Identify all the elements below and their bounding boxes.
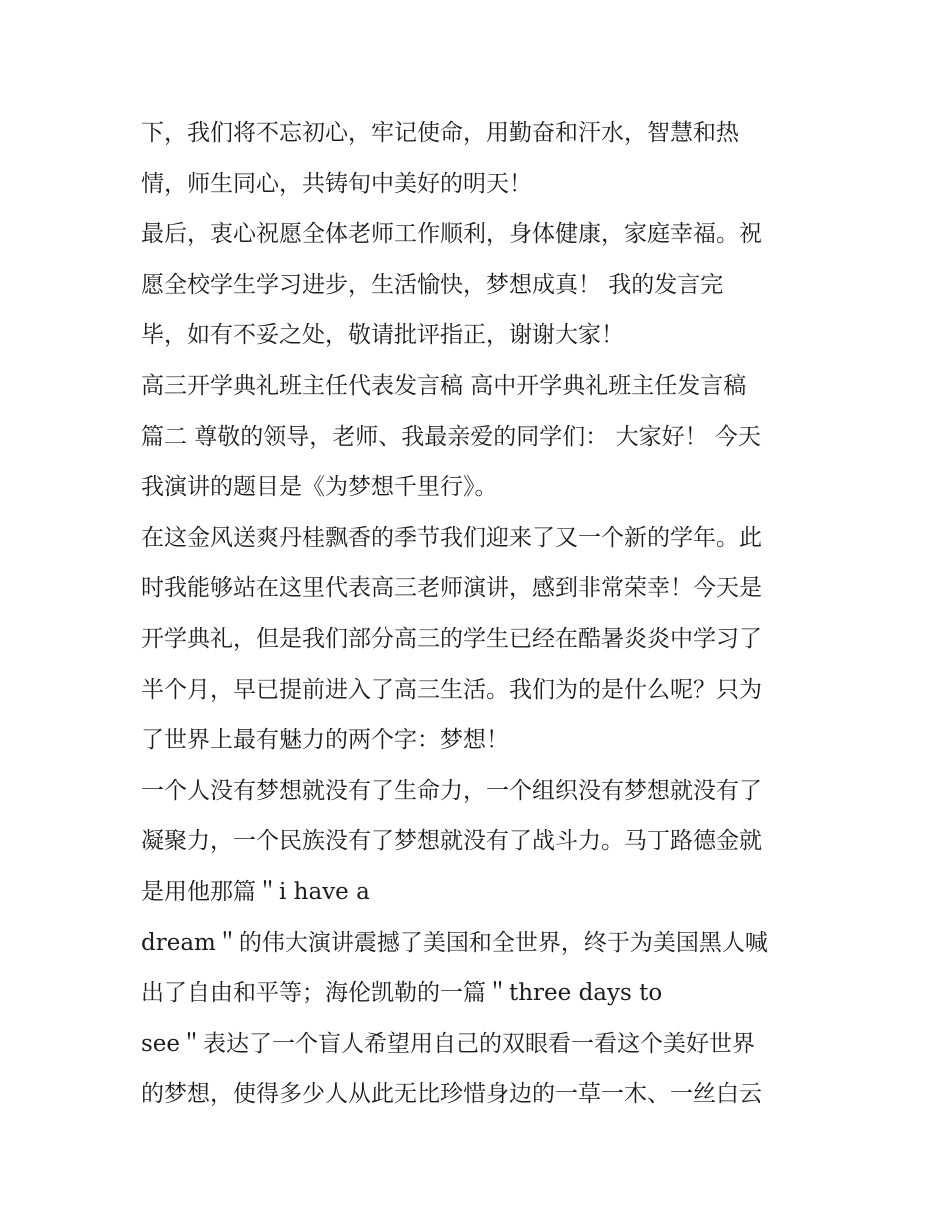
text-line: 了世界上最有魅力的两个字：梦想！ (141, 727, 509, 754)
text-line: 最后，衷心祝愿全体老师工作顺利，身体健康，家庭幸福。祝 (141, 221, 762, 248)
text-line: 我演讲的题目是《为梦想千里行》。 (141, 474, 498, 501)
text-line: 时我能够站在这里代表高三老师演讲，感到非常荣幸！今天是 (141, 575, 762, 602)
text-line: 是用他那篇＂i have a (141, 878, 370, 905)
text-line: 毕，如有不妥之处，敬请批评指正，谢谢大家！ (141, 322, 624, 349)
text-line: 愿全校学生学习进步，生活愉快，梦想成真！ 我的发言完 (141, 271, 724, 298)
text-line: 高三开学典礼班主任代表发言稿 高中开学典礼班主任发言稿 (141, 372, 747, 399)
text-line: 下，我们将不忘初心，牢记使命，用勤奋和汗水，智慧和热 (141, 120, 739, 146)
text-line: 半个月，早已提前进入了高三生活。我们为的是什么呢？只为 (141, 676, 762, 703)
text-line: 的梦想，使得多少人从此无比珍惜身边的一草一木、一丝白云 (141, 1081, 762, 1108)
text-line: 开学典礼，但是我们部分高三的学生已经在酷暑炎炎中学习了 (141, 625, 762, 652)
document-body (141, 108, 831, 1120)
text-line: 出了自由和平等；海伦凯勒的一篇＂three days to (141, 980, 663, 1007)
text-line: 篇二 尊敬的领导，老师、我最亲爱的同学们： 大家好！ 今天 (141, 423, 761, 450)
text-line: 情，师生同心，共铸旬中美好的明天！ (141, 170, 532, 197)
text-line: 在这金风送爽丹桂飘香的季节我们迎来了又一个新的学年。此 (141, 524, 762, 551)
text-line: dream＂的伟大演讲震撼了美国和全世界，终于为美国黑人喊 (141, 929, 768, 956)
text-line: 一个人没有梦想就没有了生命力，一个组织没有梦想就没有了 (141, 777, 762, 804)
text-line: 凝聚力，一个民族没有了梦想就没有了战斗力。马丁路德金就 (141, 828, 762, 855)
text-line: see＂表达了一个盲人希望用自己的双眼看一看这个美好世界 (141, 1030, 756, 1057)
